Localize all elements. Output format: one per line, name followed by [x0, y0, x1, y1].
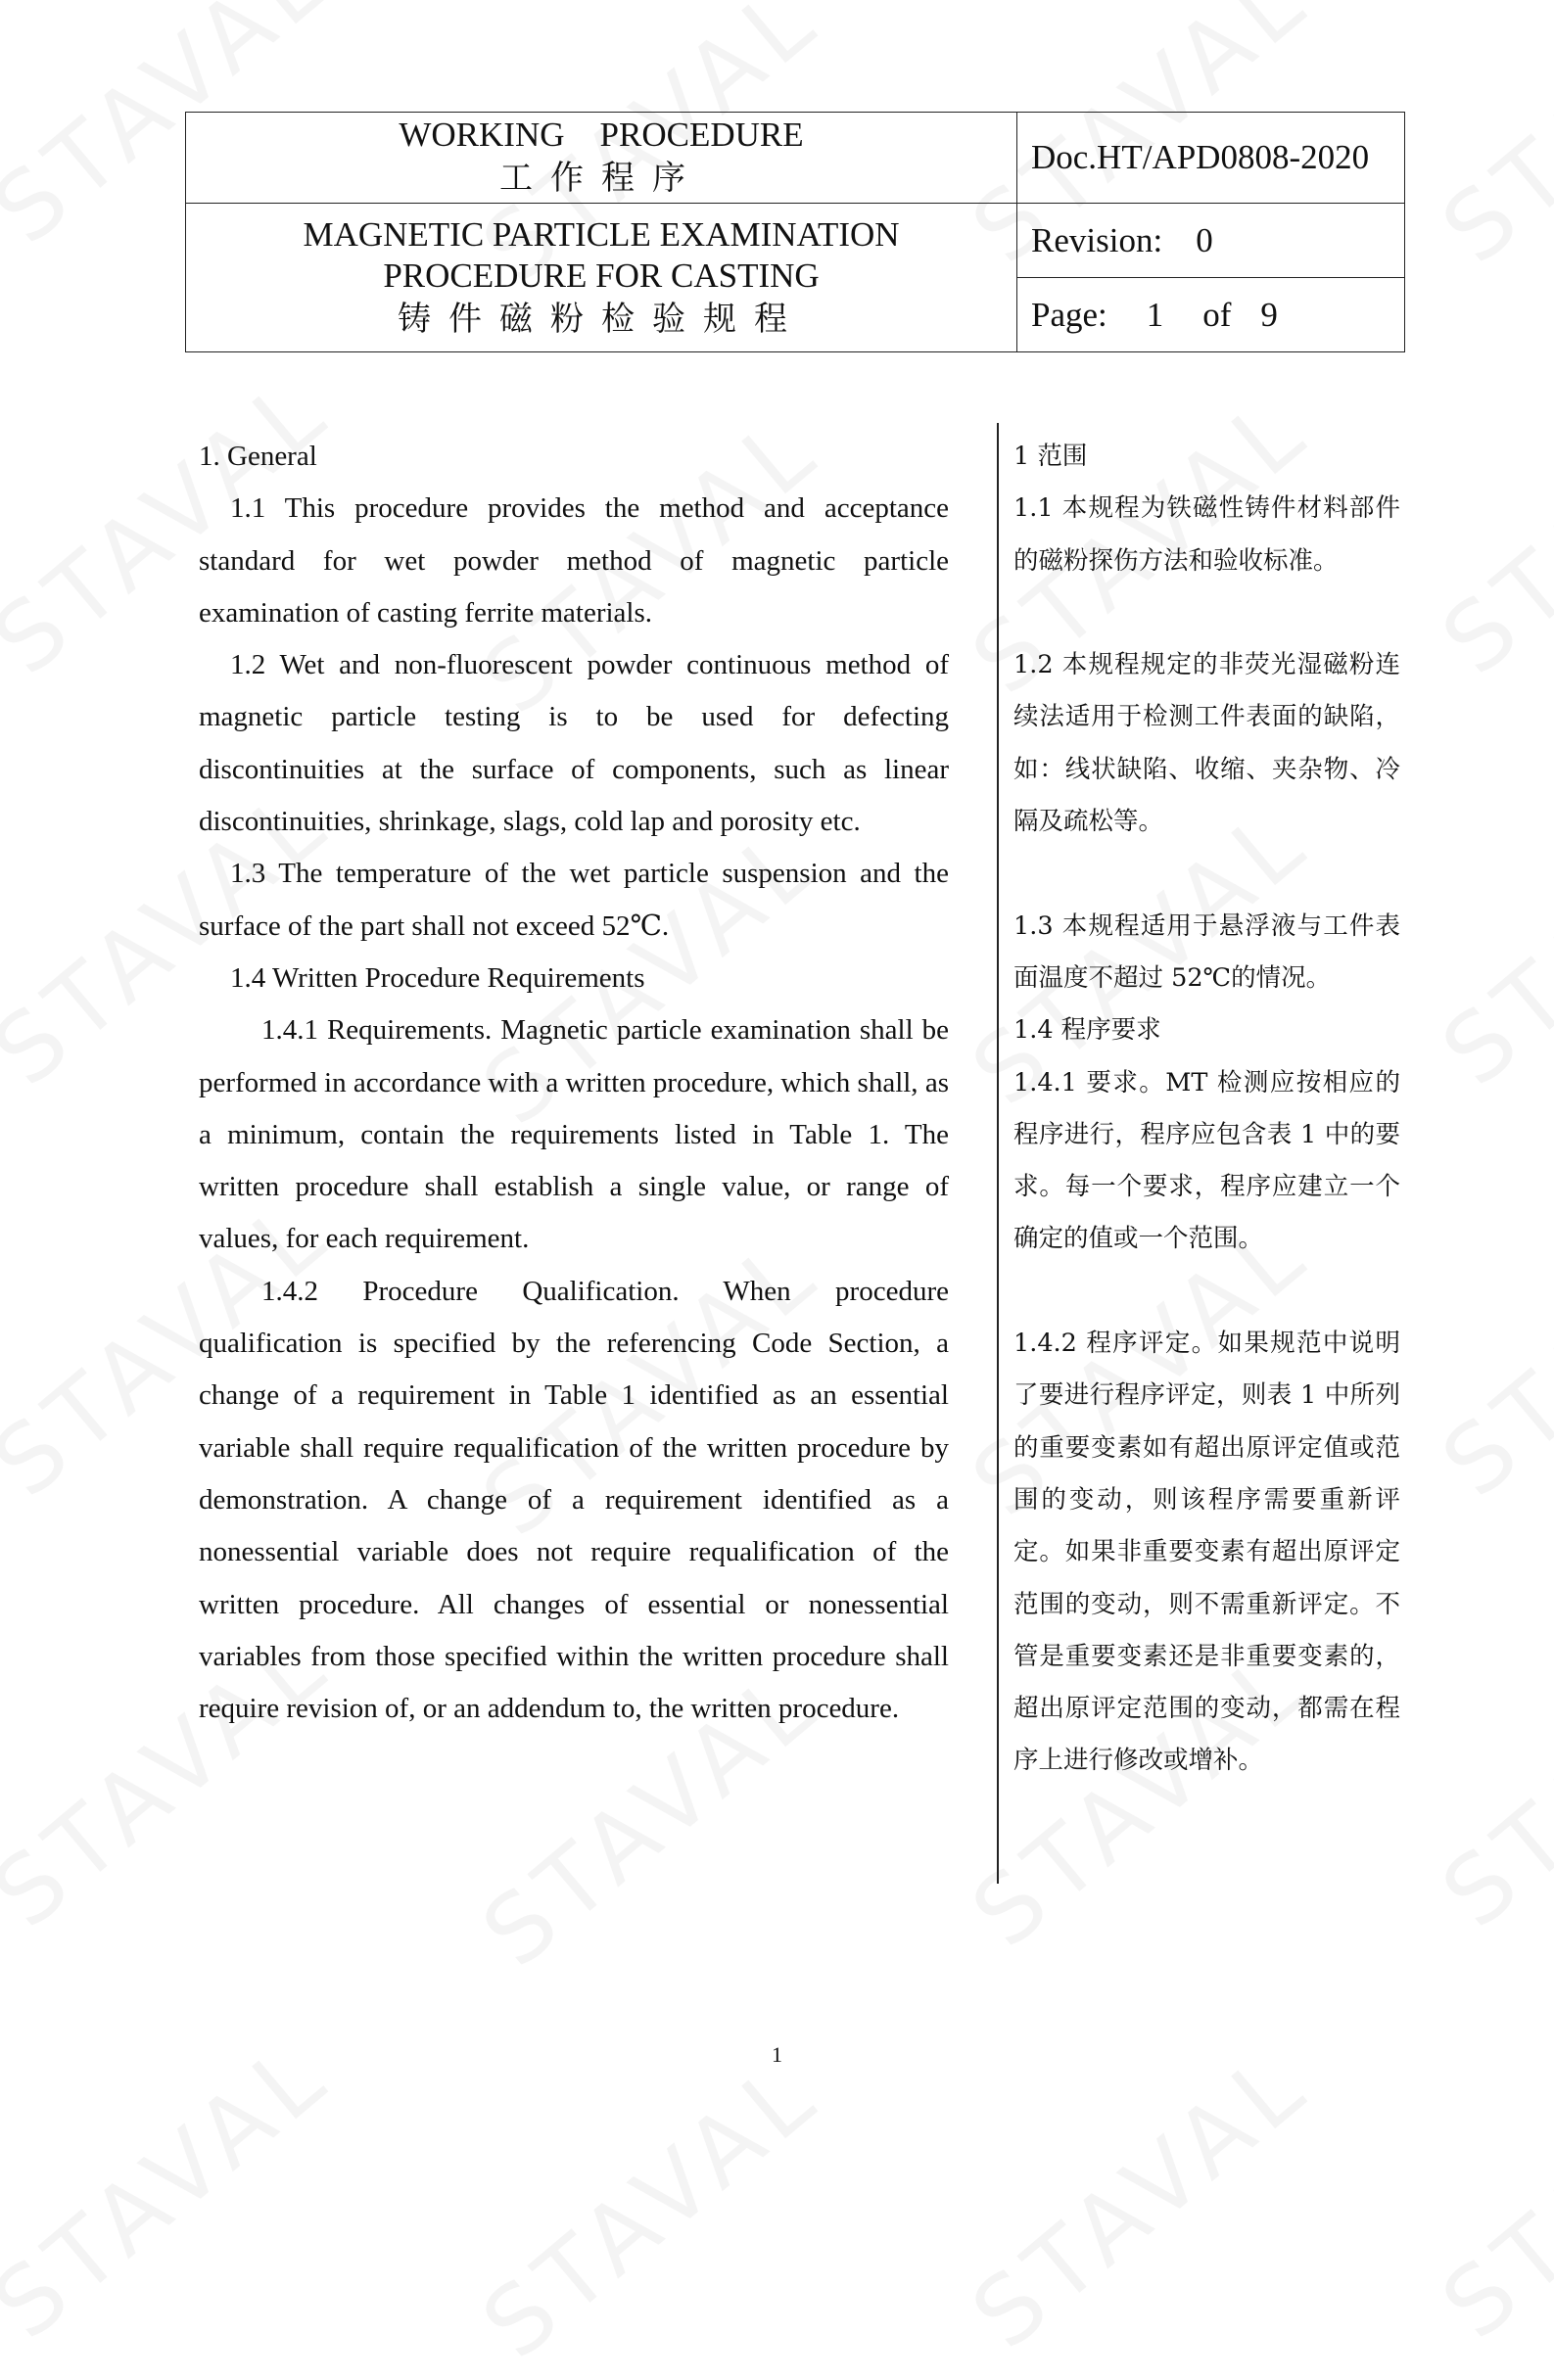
doc-number: Doc.HT/APD0808-2020 — [1017, 113, 1405, 204]
page-cell — [1017, 278, 1405, 352]
revision-value: 0 — [1196, 220, 1213, 259]
revision-label: Revision: — [1031, 220, 1163, 259]
watermark-text — [462, 2037, 840, 2380]
section-1-4-heading-en: 1.4 Written Procedure Requirements — [230, 961, 645, 994]
english-column — [199, 431, 949, 1735]
page-label: Page: — [1031, 295, 1107, 334]
section-1-4-1-cn: 1.4.1 要求。MT 检测应按相应的程序进行，程序应包含表 1 中的要求。每一个要求，程序应建立一个确定的值或一个范围。 — [1013, 1067, 1400, 1254]
revision-cell — [1017, 204, 1405, 278]
subject-title-en-line1: MAGNETIC PARTICLE EXAMINATION — [303, 214, 900, 254]
working-procedure-title-cn: 工作程序 — [499, 159, 703, 198]
section-1-4-2-en: 1.4.2 Procedure Qualification. When procedure qualification is specified by the referencing Code Section, a change of a requirement in Table 1 identified as an essential variable shall require requalification of the written procedure by demonstration. A change of a requirement identified as a nonessential variable does not require requalification of the written procedure. All changes of essential or nonessential variables from those specified within the written procedure shall require revision of, or an addendum to, the written procedure. — [199, 1275, 949, 1725]
watermark-text — [1422, 765, 1554, 1107]
section-1-4-heading-cn: 1.4 程序要求 — [1013, 1015, 1161, 1046]
column-divider — [997, 423, 999, 1884]
page-footer-number: 1 — [772, 2042, 782, 2067]
section-1-4-1-en: 1.4.1 Requirements. Magnetic particle examination shall be performed in accordance with a written procedure, which shall, as a minimum, contain the requirements listed in Table 1. The written procedure shall establish a single value, or range of values, for each requirement. — [199, 1014, 949, 1255]
document-header-table — [185, 112, 1405, 352]
working-procedure-title-en — [186, 115, 1016, 156]
watermark-text — [1422, 1607, 1554, 1949]
page-total: 9 — [1260, 295, 1278, 334]
chinese-column — [1013, 431, 1400, 1788]
watermark-text — [1422, 353, 1554, 696]
section-1-1-en: 1.1 This procedure provides the method and acceptance standard for wet powder method of magnetic particle examination of casting ferrite materials. — [199, 492, 949, 629]
section-1-heading-en: 1. General — [199, 441, 317, 472]
title-word-procedure: PROCEDURE — [599, 116, 804, 154]
page-of: of — [1202, 295, 1232, 334]
section-1-4-2-cn: 1.4.2 程序评定。如果规范中说明了要进行程序评定，则表 1 中所列的重要变素如有超出原评定值或范围的变动，则该程序需要重新评定。如果非重要变素有超出原评定范围的变动，则不需重新评定。不管是重要变素还是非重要变素的，超出原评定范围的变动，都需在程序上进行修改或增补。 — [1013, 1329, 1400, 1776]
section-1-2-en: 1.2 Wet and non-fluorescent powder continuous method of magnetic particle testing is to be used for defecting discontinuities at the surface of components, such as linear discontinuities, shrinkage, slags, cold lap and porosity etc. — [199, 649, 949, 838]
subject-title-en-line2: PROCEDURE FOR CASTING — [383, 256, 820, 295]
subject-title-cn: 铸件磁粉检验规程 — [398, 299, 805, 339]
section-1-1-cn: 1.1 本规程为铁磁性铸件材料部件的磁粉探伤方法和验收标准。 — [1013, 493, 1400, 576]
watermark-text — [952, 2028, 1330, 2370]
section-1-heading-cn: 1 范围 — [1013, 442, 1088, 471]
subject-cell — [186, 204, 1017, 352]
working-procedure-cell — [186, 113, 1017, 204]
title-word-working: WORKING — [399, 116, 565, 154]
watermark-text — [1422, 2018, 1554, 2360]
section-1-3-cn: 1.3 本规程适用于悬浮液与工件表面温度不超过 52℃的情况。 — [1013, 910, 1400, 993]
section-1-2-cn: 1.2 本规程规定的非荧光湿磁粉连续法适用于检测工件表面的缺陷，如：线状缺陷、收缩、夹杂物、冷隔及疏松等。 — [1013, 650, 1400, 837]
watermark-text — [1422, 0, 1554, 285]
section-1-3-en: 1.3 The temperature of the wet particle suspension and the surface of the part shall not exceed 52℃. — [199, 858, 949, 942]
page-number: 1 — [1146, 295, 1164, 334]
watermark-text — [1422, 1176, 1554, 1518]
watermark-text — [0, 2018, 351, 2360]
